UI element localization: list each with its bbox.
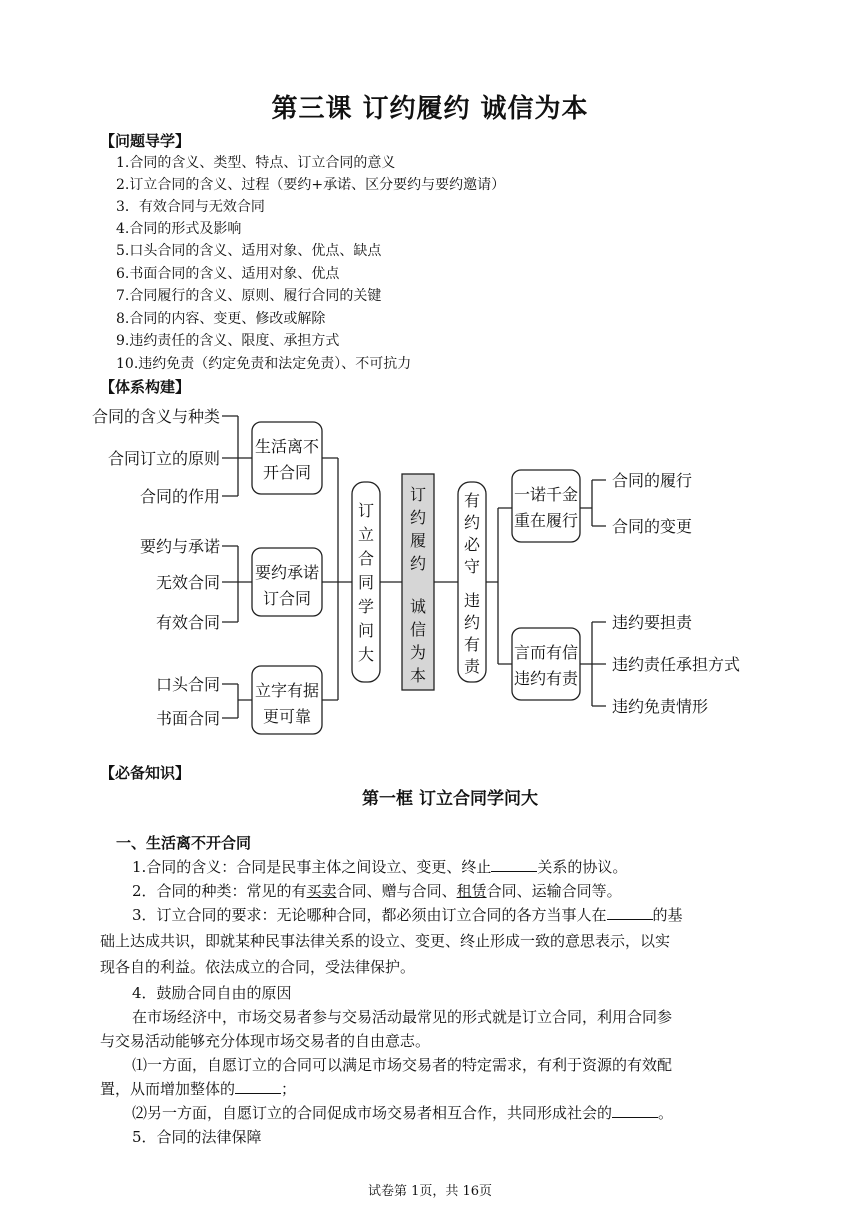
box-text: 违约有责: [513, 669, 579, 688]
lesson-subtitle: 第一框 订立合同学问大: [362, 789, 538, 809]
vbox-char: 约: [463, 513, 481, 532]
center-char: 信: [409, 620, 427, 639]
guide-item: 2.订立合同的含义、过程（要约+承诺、区分要约与要约邀请）: [116, 177, 506, 193]
vbox-char: 立: [357, 525, 375, 544]
right-item: 合同的履行: [612, 471, 693, 490]
center-char: 履: [409, 531, 427, 550]
paragraph: 在市场经济中，市场交易者参与交易活动最常见的形式就是订立合同，利用合同参: [132, 1008, 673, 1026]
left-item: 书面合同: [155, 709, 220, 728]
paragraph-line: 现各自的利益。依法成立的合同，受法律保护。: [100, 958, 416, 976]
guide-item: 8.合同的内容、变更、修改或解除: [116, 311, 326, 327]
center-char: 订: [409, 485, 427, 504]
left-item: 有效合同: [155, 613, 220, 632]
vbox-char: 约: [463, 613, 481, 632]
left-item: 要约与承诺: [139, 537, 220, 556]
system-heading: 【体系构建】: [100, 378, 191, 396]
vbox-char: 必: [463, 535, 481, 554]
concept-box-perform: [512, 470, 580, 542]
center-char: 约: [409, 554, 427, 573]
vbox-char: 有: [463, 635, 481, 654]
guide-item: 5.口头合同的含义、适用对象、优点、缺点: [116, 243, 382, 259]
center-char: 约: [409, 508, 427, 527]
fill-blank[interactable]: [491, 857, 537, 872]
box-text: 重在履行: [513, 511, 579, 530]
fill-blank[interactable]: [235, 1079, 281, 1094]
vbox-char: 同: [357, 573, 375, 592]
box-text: 要约承诺: [254, 563, 320, 582]
vbox-char: 守: [463, 557, 481, 576]
paragraph-line: 础上达成共识，即就某种民事法律关系的设立、变更、终止形成一致的意思表示，以实: [100, 932, 671, 950]
paragraph: 4．鼓励合同自由的原因: [132, 984, 292, 1002]
guide-item: 10.违约免责（约定免责和法定免责）、不可抗力: [116, 356, 412, 372]
right-item: 违约责任承担方式: [612, 655, 741, 674]
box-text: 一诺千金: [513, 485, 579, 504]
paragraph-line: 与交易活动能够充分体现市场交易者的自由意志。: [100, 1032, 431, 1050]
guide-item: 3．有效合同与无效合同: [116, 199, 265, 215]
vbox-char: 有: [463, 491, 481, 510]
vbox-char: 合: [357, 549, 375, 568]
section-heading: 一、生活离不开合同: [116, 834, 252, 852]
fill-blank[interactable]: [612, 1103, 658, 1118]
right-item: 违约要担责: [612, 613, 693, 632]
paragraph: 5．合同的法律保障: [132, 1128, 262, 1146]
right-item: 违约免责情形: [612, 697, 709, 716]
concept-box-life: [252, 422, 322, 494]
concept-box-breach: [512, 628, 580, 700]
fill-blank[interactable]: [607, 905, 653, 920]
guide-item: 7.合同履行的含义、原则、履行合同的关键: [116, 288, 382, 304]
vbox-char: 责: [463, 657, 481, 676]
knowledge-heading: 【必备知识】: [100, 764, 191, 782]
box-text: 言而有信: [513, 643, 579, 662]
paragraph-line: 置，从而增加整体的 ；: [100, 1080, 297, 1098]
paragraph: ⑴一方面，自愿订立的合同可以满足市场交易者的特定需求，有利于资源的有效配: [132, 1056, 673, 1074]
page-footer: 试卷第 1页，共 16页: [367, 1184, 493, 1199]
paragraph: 3．订立合同的要求：无论哪种合同，都必须由订立合同的各方当事人在 的基: [132, 906, 683, 924]
vbox-char: 学: [357, 597, 375, 616]
paragraph: 2．合同的种类：常见的有买卖合同、赠与合同、租赁合同、运输合同等。: [132, 882, 622, 900]
center-char: 为: [409, 643, 427, 662]
vbox-char: 订: [357, 501, 375, 520]
vbox-char: 问: [357, 621, 375, 640]
left-item: 口头合同: [155, 675, 220, 694]
left-item: 合同的含义与种类: [91, 407, 220, 426]
paragraph: 1.合同的含义：合同是民事主体之间设立、变更、终止 关系的协议。: [132, 858, 628, 876]
guide-item: 1.合同的含义、类型、特点、订立合同的意义: [116, 155, 396, 171]
guide-item: 4.合同的形式及影响: [116, 221, 242, 237]
box-text: 立字有据: [254, 681, 320, 700]
box-text: 开合同: [262, 463, 312, 482]
center-char: 本: [409, 666, 427, 685]
left-item: 合同订立的原则: [107, 449, 220, 468]
page-title: 第三课 订约履约 诚信为本: [271, 94, 589, 124]
left-item: 合同的作用: [139, 487, 220, 506]
box-text: 更可靠: [262, 707, 312, 726]
guide-item: 6.书面合同的含义、适用对象、优点: [116, 266, 340, 282]
paragraph: ⑵另一方面，自愿订立的合同促成市场交易者相互合作，共同形成社会的 。: [132, 1104, 674, 1122]
guide-heading: 【问题导学】: [100, 132, 191, 150]
box-text: 订合同: [262, 589, 312, 608]
guide-item: 9.违约责任的含义、限度、承担方式: [116, 333, 340, 349]
vbox-char: 违: [463, 591, 481, 610]
center-char: 诚: [409, 597, 427, 616]
box-text: 生活离不: [254, 437, 320, 456]
vbox-char: 大: [357, 645, 375, 664]
left-item: 无效合同: [155, 573, 220, 592]
right-item: 合同的变更: [612, 517, 693, 536]
